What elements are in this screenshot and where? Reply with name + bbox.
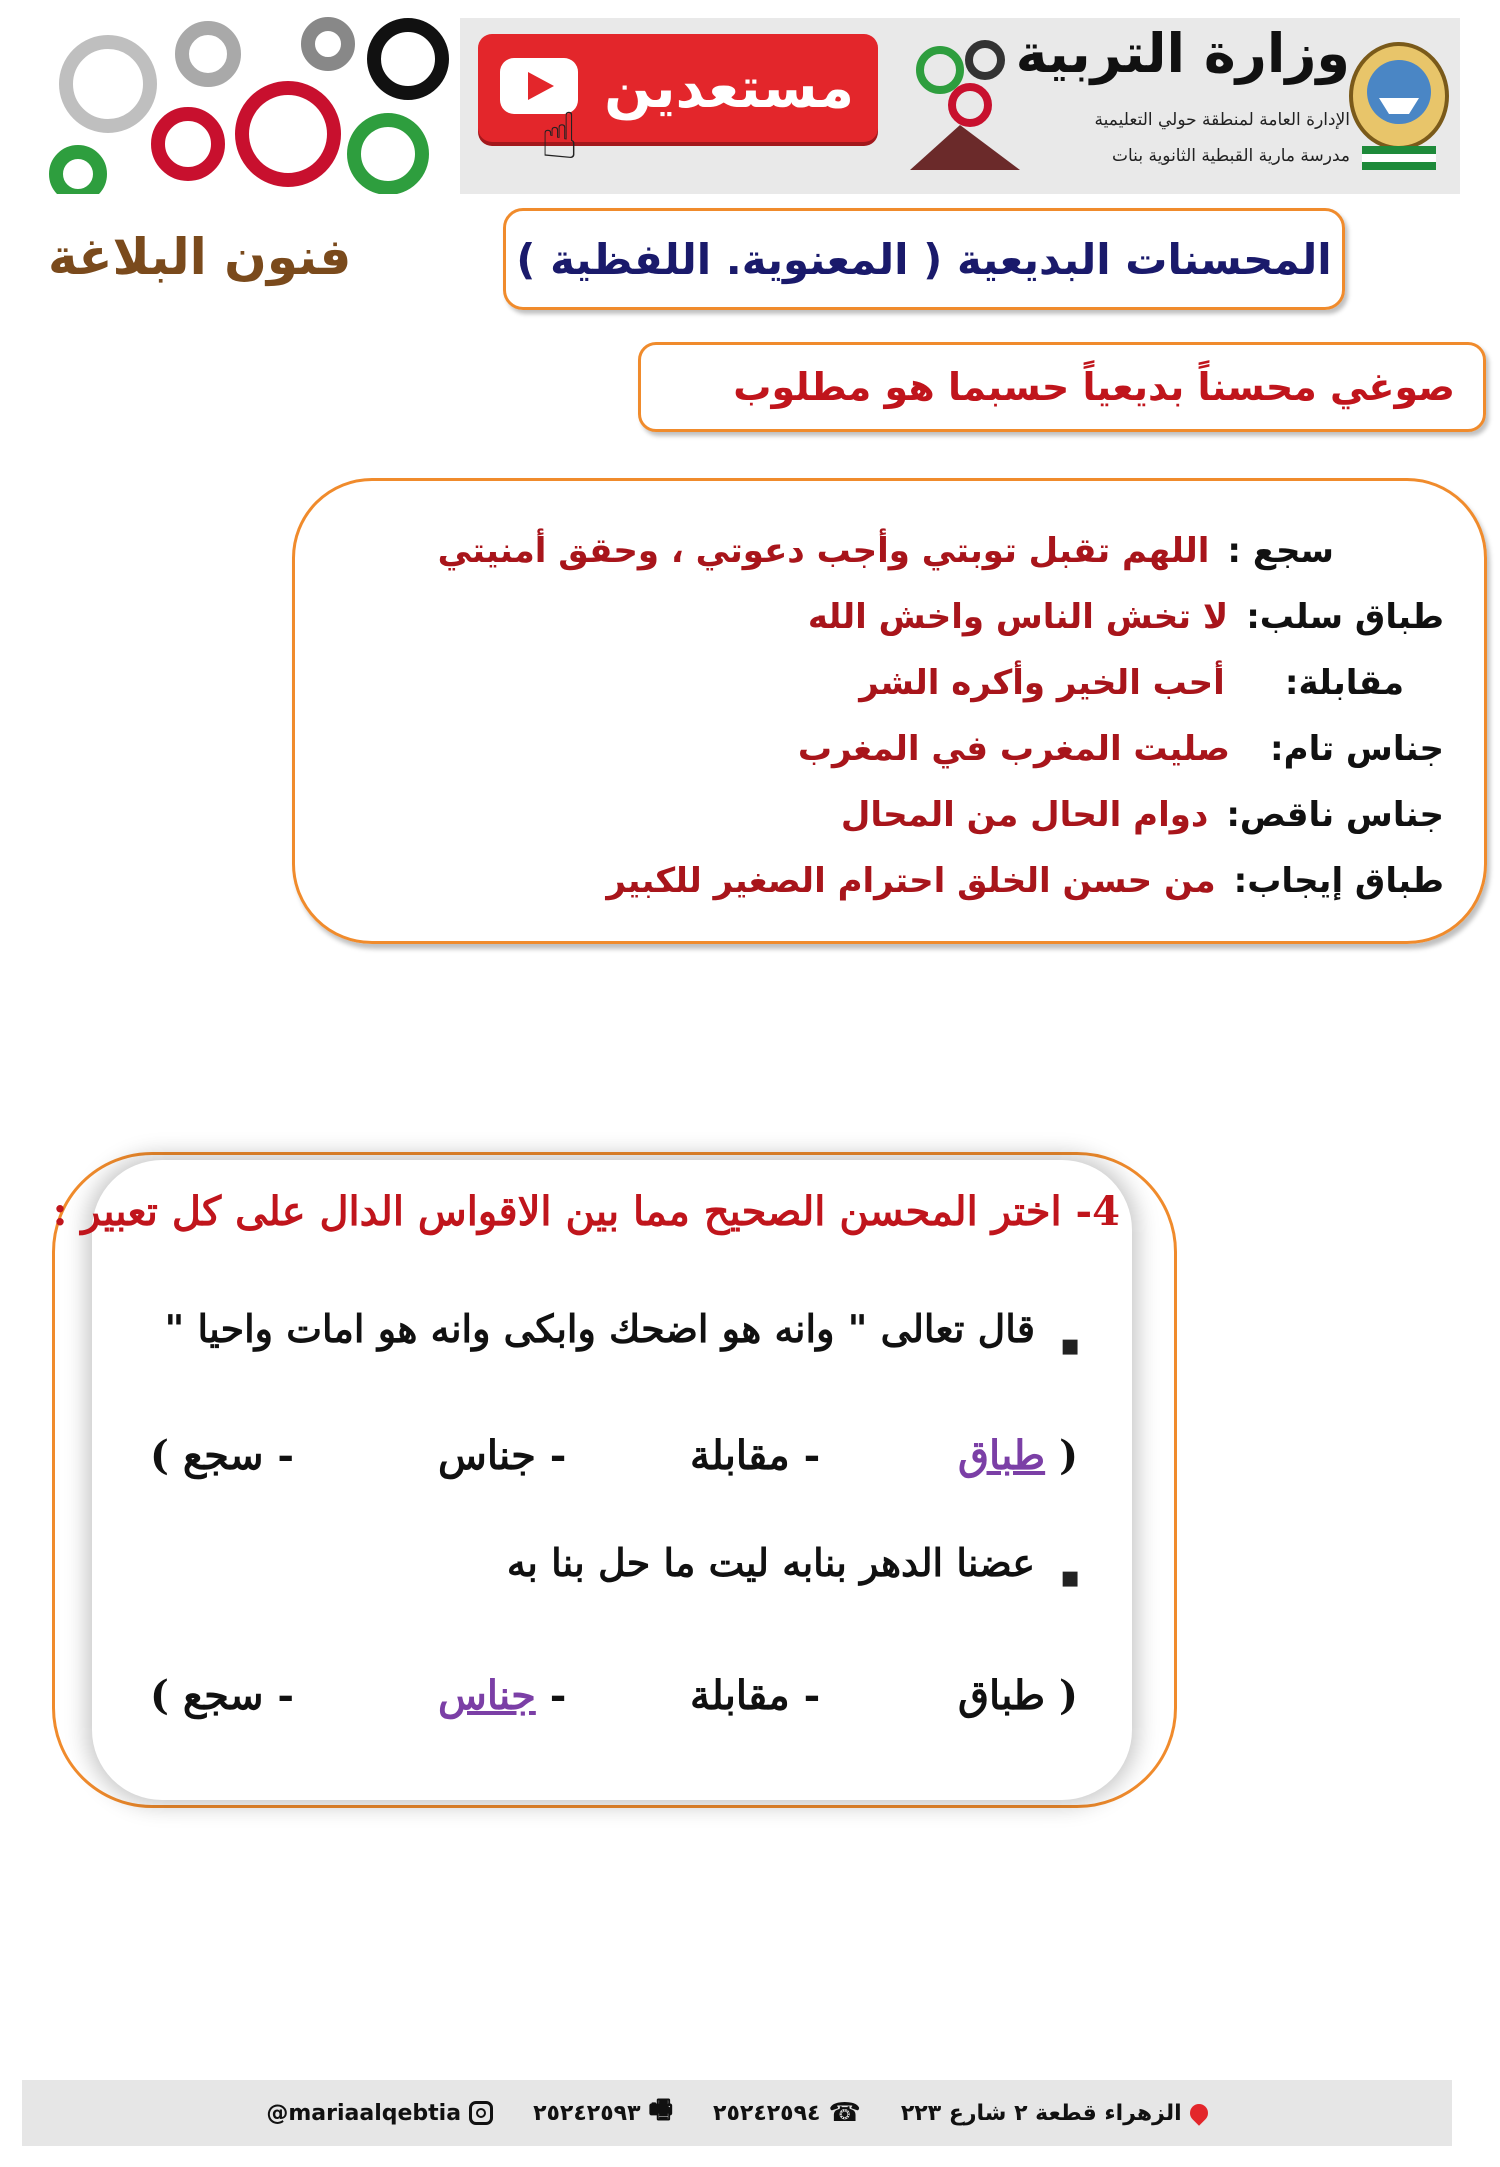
lesson-title: المحسنات البديعية ( المعنوية. اللفظية ) bbox=[516, 234, 1332, 284]
footer-bar bbox=[22, 2080, 1452, 2146]
example-row bbox=[798, 719, 1444, 779]
exercise-title: 4- اختر المحسن الصحيح مما بين الاقواس الدال على كل تعبير : bbox=[52, 1188, 1120, 1235]
example-value: صليت المغرب في المغرب bbox=[797, 729, 1231, 769]
location-pin-icon bbox=[1186, 2100, 1211, 2125]
example-label: طباق إيجاب: bbox=[1233, 861, 1444, 901]
instruction-text: صوغي محسناً بديعياً حسبما هو مطلوب bbox=[733, 365, 1455, 409]
instagram-handle: @mariaalqebtia bbox=[266, 2100, 462, 2126]
option-jinas: - جناس bbox=[438, 1672, 567, 1719]
channel-label: مستعدين bbox=[604, 55, 854, 121]
example-row bbox=[808, 587, 1444, 647]
example-value: دوام الحال من المحال bbox=[840, 795, 1209, 835]
exercise-item-text: عضنا الدهر بنابه ليت ما حل بنا به bbox=[506, 1540, 1035, 1585]
bullet-icon: ▪ bbox=[1060, 1560, 1081, 1595]
subject-title: فنون البلاغة bbox=[48, 228, 352, 286]
instagram-icon bbox=[469, 2101, 493, 2125]
example-label: مقابلة: bbox=[1284, 663, 1404, 703]
telephone-icon: ☎ bbox=[828, 2098, 861, 2128]
example-row bbox=[606, 851, 1444, 911]
option-muqabala: - مقابلة bbox=[690, 1432, 821, 1479]
option-sajaa: - سجع ) bbox=[150, 1672, 295, 1719]
example-label: سجع : bbox=[1227, 531, 1334, 571]
bullet-icon: ▪ bbox=[1060, 1328, 1081, 1363]
footer-instagram bbox=[266, 2101, 493, 2126]
example-value: لا تخش الناس واخش الله bbox=[807, 597, 1229, 637]
ministry-subtitle-2: مدرسة مارية القبطية الثانوية بنات bbox=[1112, 146, 1350, 166]
exercise-item-text: قال تعالى " وانه هو اضحك وابكى وانه هو امات واحيا " bbox=[164, 1306, 1035, 1351]
example-row bbox=[438, 521, 1334, 581]
example-label: جناس ناقص: bbox=[1226, 795, 1444, 835]
examples-box bbox=[292, 478, 1487, 944]
ministry-name: وزارة التربية bbox=[1015, 22, 1350, 85]
option-muqabala: - مقابلة bbox=[690, 1672, 821, 1719]
example-label: جناس تام: bbox=[1270, 729, 1444, 769]
phone-text: ٢٥٢٤٢٥٩٤ bbox=[713, 2100, 821, 2126]
gears-decoration bbox=[38, 14, 458, 194]
school-logo-icon bbox=[900, 30, 1030, 180]
kuwait-emblem-icon bbox=[1344, 26, 1454, 176]
lesson-title-box bbox=[503, 208, 1345, 310]
option-jinas: - جناس bbox=[438, 1432, 567, 1479]
option-tibaq: ( طباق bbox=[958, 1672, 1078, 1719]
example-value: اللهم تقبل توبتي وأجب دعوتي ، وحقق أمنيتي bbox=[437, 531, 1210, 571]
option-tibaq: ( طباق bbox=[958, 1432, 1078, 1479]
footer-address bbox=[901, 2101, 1208, 2126]
footer-fax bbox=[533, 2091, 673, 2135]
example-row bbox=[841, 785, 1444, 845]
instruction-box bbox=[638, 342, 1486, 432]
example-row bbox=[859, 653, 1404, 713]
pointer-hand-icon: ☝ bbox=[540, 100, 579, 174]
ministry-subtitle-1: الإدارة العامة لمنطقة حولي التعليمية bbox=[1094, 110, 1350, 130]
fax-icon: 🖷 bbox=[648, 2095, 674, 2125]
fax-text: ٢٥٢٤٢٥٩٣ bbox=[533, 2100, 641, 2126]
example-value: أحب الخير وأكره الشر bbox=[859, 663, 1225, 703]
option-sajaa: - سجع ) bbox=[150, 1432, 295, 1479]
address-text: الزهراء قطعة ٢ شارع ٢٢٣ bbox=[900, 2100, 1182, 2126]
example-label: طباق سلب: bbox=[1246, 597, 1444, 637]
footer-phone bbox=[713, 2098, 861, 2128]
example-value: من حسن الخلق احترام الصغير للكبير bbox=[606, 861, 1216, 901]
